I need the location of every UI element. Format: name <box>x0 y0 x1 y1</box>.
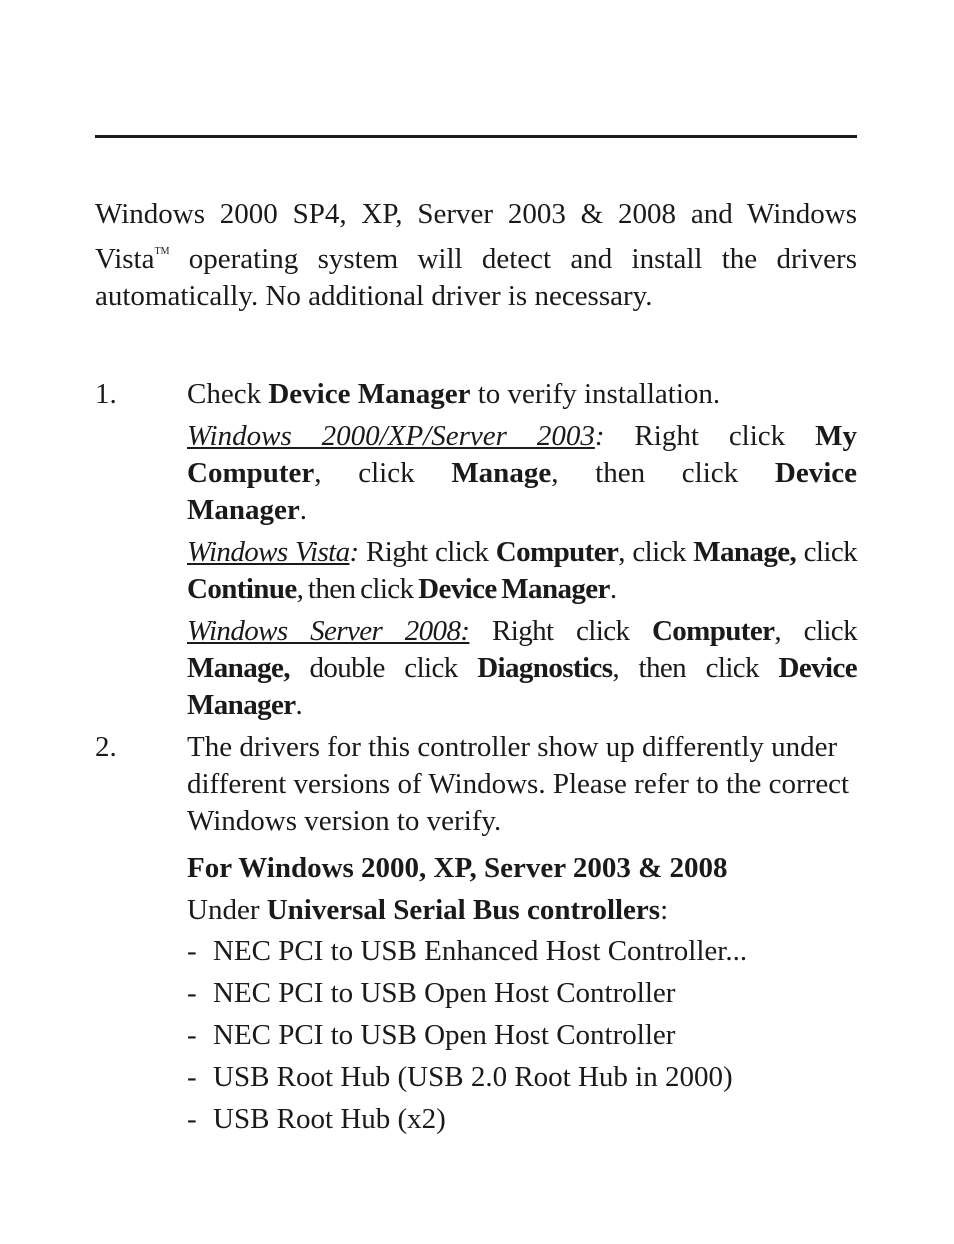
list-item: - NEC PCI to USB Open Host Controller <box>187 1019 676 1051</box>
list-item: - USB Root Hub (x2) <box>187 1103 446 1135</box>
step-2-text: The drivers for this controller show up differently under different versions of Windows. Please refer to the correct Windows version to verify. <box>187 731 850 837</box>
list-item: - USB Root Hub (USB 2.0 Root Hub in 2000) <box>187 1061 733 1093</box>
intro-paragraph <box>95 196 857 315</box>
step-1-xp-instructions: Windows 2000/XP/Server 2003: Right click My Computer, click Manage, then click Device Manager. <box>187 420 857 526</box>
server2008-label: Windows Server 2008: <box>187 615 470 647</box>
intro-text-b: operating system will detect and install the drivers automatically. No additional driver is necessary. <box>95 243 857 312</box>
step-1-vista-instructions: Windows Vista: Right click Computer, click Manage, click Continue, then click Device Manager. <box>187 536 857 605</box>
top-rule <box>95 135 857 138</box>
step-1-number: 1. <box>95 378 117 410</box>
step-2-number: 2. <box>95 731 117 763</box>
list-item: - NEC PCI to USB Open Host Controller <box>187 977 676 1009</box>
xp-label: Windows 2000/XP/Server 2003 <box>187 420 595 452</box>
trademark-mark: TM <box>154 246 170 257</box>
windows-versions-heading: For Windows 2000, XP, Server 2003 & 2008 <box>187 852 728 884</box>
step-1-lead: Check Device Manager to verify installation. <box>187 378 721 410</box>
intro-text-a: Windows 2000 SP4, XP, Server 2003 & 2008 and Windows Vista <box>95 198 857 275</box>
usb-controllers-line: Under Universal Serial Bus controllers: <box>187 894 669 926</box>
vista-label: Windows Vista <box>187 536 350 568</box>
step-1-server2008-instructions: Windows Server 2008: Right click Computer, click Manage, double click Diagnostics, then click Device Manager. <box>187 615 857 721</box>
list-item: - NEC PCI to USB Enhanced Host Controller... <box>187 935 748 967</box>
